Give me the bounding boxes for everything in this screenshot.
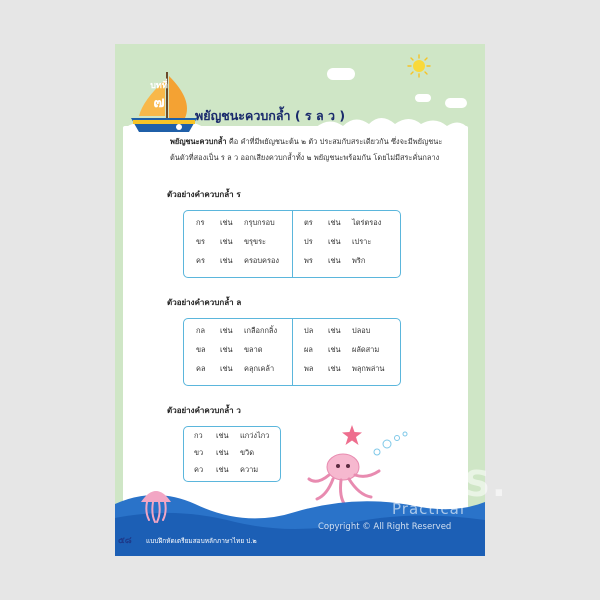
example-row: ขว เช่น ขวิด [194,448,255,457]
example-row: ตร เช่น ไตร่ตรอง [304,218,382,227]
intro-term: พยัญชนะควบกล้ำ [170,137,227,146]
cloud-decoration [327,68,355,80]
section-heading-r: ตัวอย่างคำควบกล้ำ ร [167,190,241,199]
example-row: พร เช่น พริก [304,256,366,265]
lesson-number: ๗ [153,93,165,111]
example-row: พล เช่น พลุกพล่าน [304,364,385,373]
example-box-l [183,318,401,386]
example-column-right [304,325,418,382]
example-row: กล เช่น เกลือกกลิ้ง [196,326,278,335]
example-row: คว เช่น ความ [194,465,259,474]
example-row: ขร เช่น ขรุขระ [196,237,267,246]
page-number: ๕๘ [118,536,132,546]
cloud-decoration [445,98,467,108]
example-row: คล เช่น คลุกเคล้า [196,364,275,373]
box-divider [292,319,293,385]
example-column-right [304,217,418,274]
lesson-label: บทที่ [150,81,168,91]
sun-icon [407,54,431,78]
intro-text: คือ คำที่มีพยัญชนะต้น ๒ ตัว ประสมกับสระเดียวกัน ซึ่งจะมีพยัญชนะต้นตัวที่สองเป็น ร ล ว ออกเสียงควบกล้ำทั้ง ๒ พยัญชนะพร้อมกัน โดยไม่มีสระคั่นกลาง [170,137,443,162]
footer-book-title: แบบฝึกหัดเตรียมสอบหลักภาษาไทย ป.๒ [146,537,257,545]
jellyfish-icon [139,484,173,524]
lesson-badge [139,78,179,114]
example-row: ขล เช่น ขลาด [196,345,263,354]
section-heading-w: ตัวอย่างคำควบกล้ำ ว [167,406,241,415]
example-box-r [183,210,401,278]
example-row: คร เช่น ครอบครอง [196,256,280,265]
page-title: พยัญชนะควบกล้ำ ( ร ล ว ) [195,108,346,123]
workbook-page [115,44,508,556]
watermark-copyright: Copyright © All Right Reserved [318,522,452,532]
intro-paragraph [170,134,450,166]
example-row: กร เช่น กรุบกรอบ [196,218,275,227]
example-row: ปร เช่น เปราะ [304,237,372,246]
section-heading-l: ตัวอย่างคำควบกล้ำ ล [167,298,242,307]
example-row: ปล เช่น ปลอบ [304,326,371,335]
example-row: กว เช่น แกว่งไกว [194,431,270,440]
example-row: ผล เช่น ผลัดสาม [304,345,380,354]
watermark-brand: I.S. [433,464,508,505]
starfish-icon [341,424,363,446]
watermark-brand-sub: Practical [392,500,466,518]
box-divider [292,211,293,277]
cloud-decoration [415,94,431,102]
